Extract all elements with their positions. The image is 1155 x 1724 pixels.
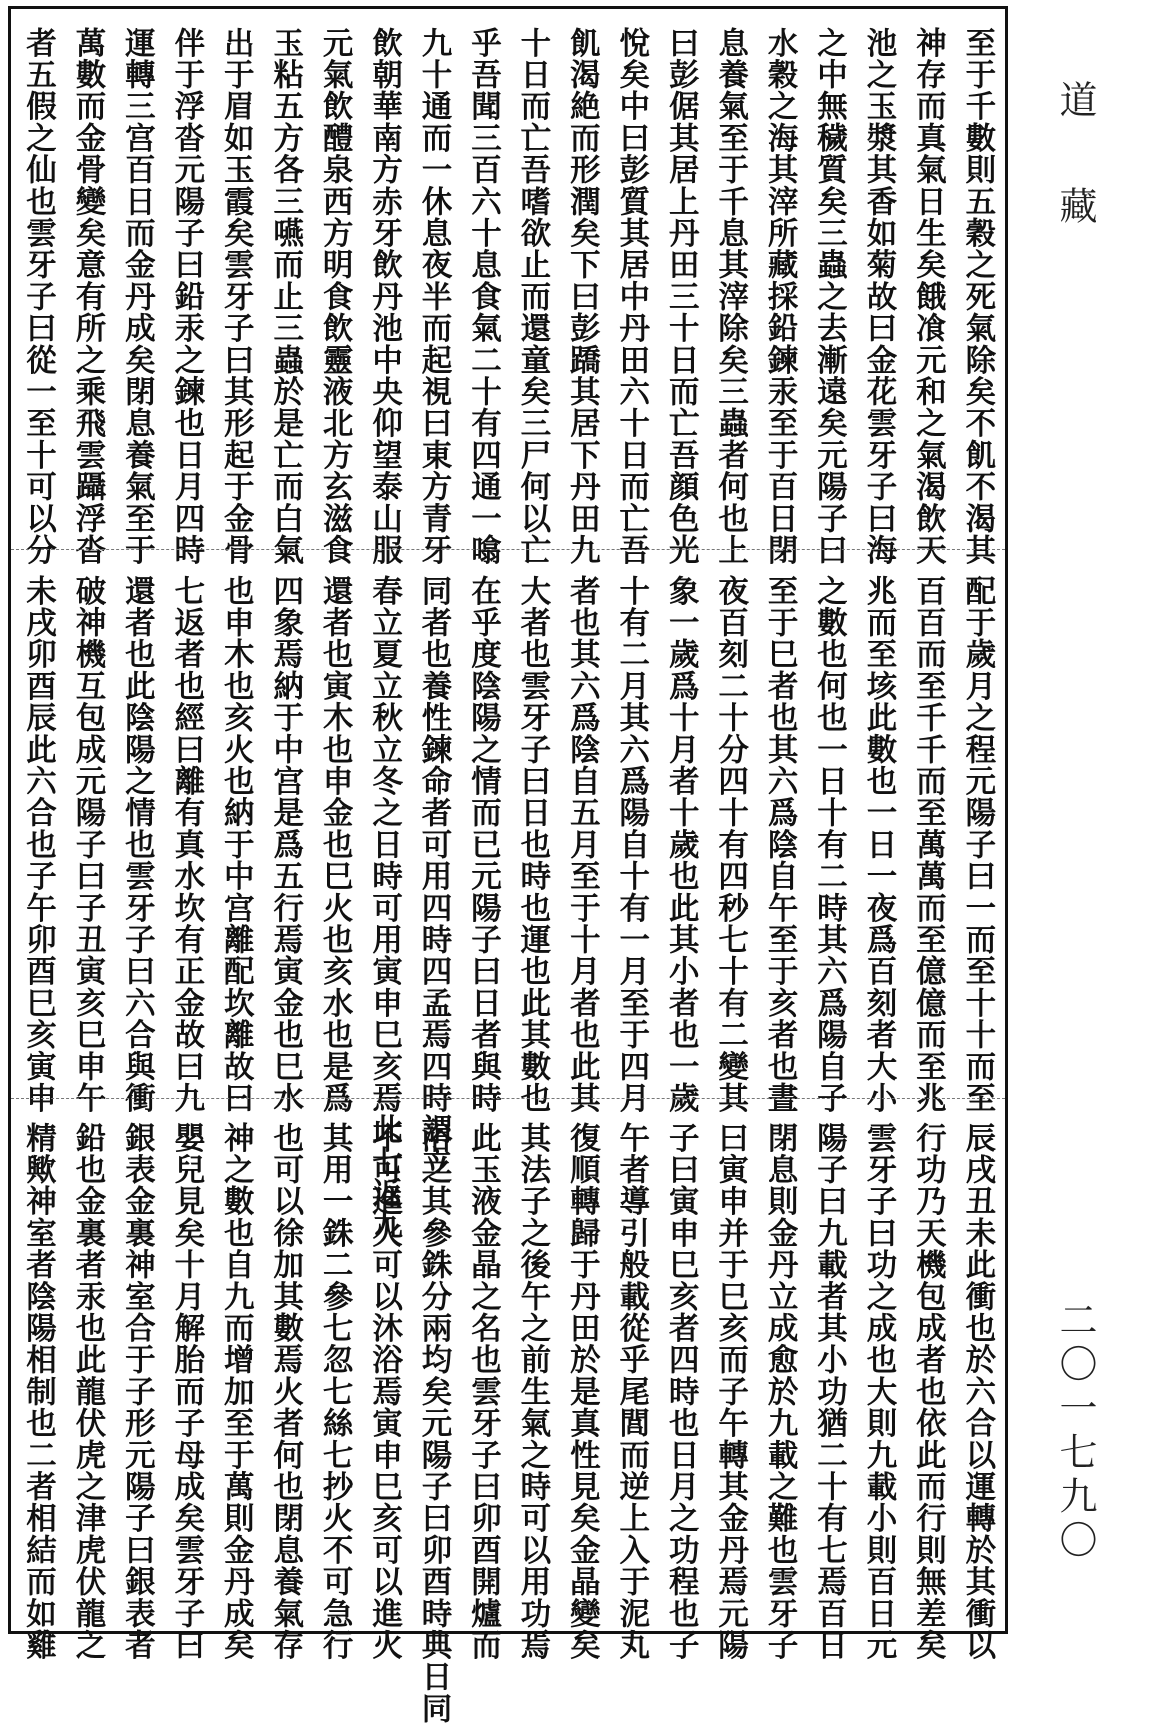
page-frame bbox=[8, 6, 1008, 1724]
text-column: 同者也養性鍊命者可用四時四孟焉四時謂立 bbox=[416, 575, 452, 1178]
text-column: 嬰兒見矣十月解胎而子母成矣雲牙子曰 bbox=[168, 1122, 205, 1661]
text-column: 不可進火可以沐浴焉寅申巳亥可以進火 bbox=[366, 1122, 403, 1661]
text-column: 還者也寅木也申金也巳火也亥水也是爲 bbox=[317, 575, 354, 1114]
collection-title: 道藏 bbox=[1053, 80, 1097, 292]
text-column: 鉛也金裏者汞也此龍伏虎之津虎伏龍之 bbox=[69, 1122, 106, 1661]
text-column: 乎吾聞三百六十息食氣二十有四通一噏 bbox=[465, 27, 502, 566]
text-column: 至于千數則五穀之死氣除矣不飢不渴其 bbox=[959, 27, 996, 566]
text-column: 春立夏立秋立冬之日時可用寅申巳亥焉此七返九 bbox=[366, 575, 403, 1241]
text-columns bbox=[20, 1122, 996, 1724]
text-column: 此玉液金晶之名也雲牙子曰卯酉開爐而 bbox=[465, 1122, 502, 1661]
text-column: 夜百刻二十分四十有四秒七十有二變其 bbox=[712, 575, 749, 1114]
text-panel-top bbox=[11, 9, 1005, 566]
text-column: 至于巳者也其六爲陰自午至于亥者也晝 bbox=[762, 575, 799, 1114]
text-column: 配于歲月之程元陽子曰一而至十十而至 bbox=[959, 575, 996, 1114]
text-column: 也申木也亥火也納于中宫離配坎離故曰 bbox=[218, 575, 255, 1114]
page-number: 二〇一七九〇 bbox=[1053, 1300, 1097, 1564]
text-column: 元氣飲醴泉西方明食飲靈液北方玄滋食 bbox=[317, 27, 354, 566]
text-column: 七返者也經曰離有真水坎有正金故曰九 bbox=[168, 575, 205, 1114]
text-column: 之中無穢質矣三蟲之去漸遠矣元陽子曰 bbox=[811, 27, 848, 566]
text-column: 雲牙子曰功之成也大則九載小則百日元 bbox=[860, 1122, 897, 1661]
text-column: 水穀之海其滓所藏採鉛鍊汞至于百日閉 bbox=[762, 27, 799, 566]
text-column: 四象焉納于中宫是爲五行焉寅金也巳水 bbox=[267, 575, 304, 1114]
text-column: 午者導引般載從乎尾閭而逆上入于泥丸 bbox=[613, 1122, 650, 1661]
text-column: 還者也此陰陽之情也雲牙子曰六合與衝 bbox=[119, 575, 156, 1114]
text-column: 者也其六爲陰自五月至于十月者也此其 bbox=[564, 575, 601, 1114]
text-column: 息養氣至于千息其滓除矣三蟲者何也上 bbox=[712, 27, 749, 566]
text-panel-bottom bbox=[11, 1104, 1005, 1724]
text-column: 萬數而金骨變矣意有所之乘飛雲躡浮沓 bbox=[69, 27, 106, 566]
text-column: 曰寅申并于巳亥而子午轉其金丹焉元陽 bbox=[712, 1122, 749, 1661]
text-column: 飢渴絶而形潤矣下曰彭蹻其居下丹田九 bbox=[564, 27, 601, 566]
text-column: 曰彭倨其居上丹田三十日而亡吾顔色光 bbox=[663, 27, 700, 566]
text-column: 十日而亡吾嗜欲止而還童矣三尸何以亡 bbox=[514, 27, 551, 566]
text-column: 神存而真氣日生矣餓飡元和之氣渴飲天 bbox=[910, 27, 947, 566]
text-column: 百百而至千千而至萬萬而至億億而至兆 bbox=[910, 575, 947, 1114]
text-column: 玉粘五方各三嚥而止三蟲於是亡而白氣 bbox=[267, 27, 304, 566]
text-column: 也可以徐加其數焉火者何也閉息養氣存 bbox=[267, 1122, 304, 1661]
text-column: 陽子曰九載者其小功猶二十有七焉百日 bbox=[811, 1122, 848, 1661]
text-column: 飲朝華南方赤牙飲丹池中央仰望泰山服 bbox=[366, 27, 403, 566]
text-columns bbox=[20, 27, 996, 566]
text-column: 出于眉如玉霞矣雲牙子曰其形起于金骨 bbox=[218, 27, 255, 566]
text-column: 大者也雲牙子曰日也時也運也此其數也 bbox=[514, 575, 551, 1114]
text-column: 其用一銖二參七忽七絲七抄火不可急行 bbox=[317, 1122, 354, 1661]
text-column: 銀表金裏神室合于子形元陽子曰銀表者 bbox=[119, 1122, 156, 1661]
text-columns bbox=[20, 575, 996, 1241]
text-column: 行功乃天機包成者也依此而行則無差矣 bbox=[910, 1122, 947, 1661]
text-column: 池之玉漿其香如菊故曰金花雲牙子曰海 bbox=[860, 27, 897, 566]
text-column: 精歟神室者陰陽相制也二者相結而如雞 bbox=[20, 1122, 57, 1661]
text-panel-middle bbox=[11, 557, 1005, 1241]
text-column: 者五假之仙也雲牙子曰從一至十可以分 bbox=[20, 27, 57, 566]
panel-divider bbox=[11, 1098, 1005, 1099]
text-column: 九十通而一休息夜半而起視曰東方青牙 bbox=[416, 27, 452, 566]
text-column: 復順轉歸于丹田於是真性見矣金晶變矣 bbox=[564, 1122, 601, 1661]
text-column: 閉息則金丹立成愈於九載之難也雲牙子 bbox=[762, 1122, 799, 1661]
text-column: 神之數也自九而增加至于萬則金丹成矣 bbox=[218, 1122, 255, 1661]
panel-divider bbox=[11, 549, 1005, 550]
text-column: 十有二月其六爲陽自十有一月至于四月 bbox=[613, 575, 650, 1114]
text-column: 破神機互包成元陽子曰子丑寅亥巳申午 bbox=[69, 575, 106, 1114]
text-column: 之數也何也一日十有二時其六爲陽自子 bbox=[811, 575, 848, 1114]
text-column: 未戌卯酉辰此六合也子午卯酉巳亥寅申 bbox=[20, 575, 57, 1114]
text-column: 兆而至垓此數也一日一夜爲百刻者大小 bbox=[860, 575, 897, 1114]
text-column: 其法子之後午之前生氣之時可以用功焉 bbox=[514, 1122, 551, 1661]
text-column: 運轉三宫百日而金丹成矣閉息養氣至于 bbox=[119, 27, 156, 566]
text-column: 浴之其參銖分兩均矣元陽子曰卯酉時典日同 bbox=[416, 1122, 452, 1724]
text-column: 象一歲爲十月者十歲也此其小者也一歲 bbox=[663, 575, 700, 1114]
text-column: 悅矣中曰彭質其居中丹田六十日而亡吾 bbox=[613, 27, 650, 566]
text-column: 子曰寅申巳亥者四時也日月之功程也子 bbox=[663, 1122, 700, 1661]
text-column: 伴于浮沓元陽子曰鉛汞之鍊也日月四時 bbox=[168, 27, 205, 566]
text-column: 辰戌丑未此衝也於六合以運轉於其衝以 bbox=[959, 1122, 996, 1661]
text-column: 在乎度陰陽之情而已元陽子曰日者與時 bbox=[465, 575, 502, 1114]
